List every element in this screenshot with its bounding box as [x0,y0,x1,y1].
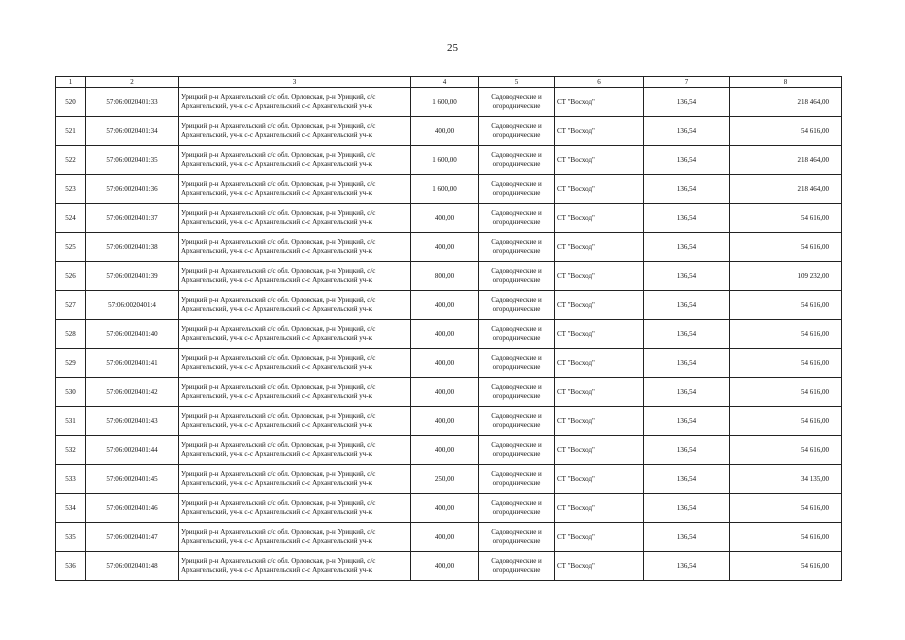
address-line: Архангельский, уч-к с-с Архангельский с-с Архангельский уч-к [181,131,373,139]
address-cell [179,233,411,262]
rate-cell: 136,54 [644,436,730,465]
address-line: Архангельский, уч-к с-с Архангельский с-с Архангельский уч-к [181,218,373,226]
land-use-line: огороднические [492,392,541,400]
row-number-cell: 532 [56,436,86,465]
cadastral-value-cell: 109 232,00 [730,262,842,291]
cadastral-number-cell: 57:06:0020401:33 [86,88,179,117]
cadastral-value-cell: 54 616,00 [730,494,842,523]
column-header: 3 [179,77,411,88]
cadastral-number-cell: 57:06:0020401:45 [86,465,179,494]
page-number: 25 [447,42,458,54]
organization-cell: СТ "Восход" [555,204,644,233]
column-header: 5 [479,77,555,88]
cadastral-value-cell: 54 616,00 [730,552,842,581]
row-number-cell: 529 [56,349,86,378]
row-number-cell: 524 [56,204,86,233]
area-cell: 1 600,00 [411,146,479,175]
land-use-cell [479,436,555,465]
address-line: Архангельский, уч-к с-с Архангельский с-с Архангельский уч-к [181,247,373,255]
area-cell: 250,00 [411,465,479,494]
address-line: Архангельский, уч-к с-с Архангельский с-с Архангельский уч-к [181,566,373,574]
land-registry-table [55,76,842,581]
area-cell: 400,00 [411,349,479,378]
land-use-line: огороднические [492,160,541,168]
row-number-cell: 528 [56,320,86,349]
organization-cell: СТ "Восход" [555,175,644,204]
table-row [56,378,842,407]
rate-cell: 136,54 [644,494,730,523]
address-cell [179,204,411,233]
address-line: Архангельский, уч-к с-с Архангельский с-с Архангельский уч-к [181,450,373,458]
land-use-line: Садоводческие и [491,528,542,536]
address-line: Архангельский, уч-к с-с Архангельский с-с Архангельский уч-к [181,334,373,342]
rate-cell: 136,54 [644,117,730,146]
land-use-line: огороднические [492,450,541,458]
row-number-cell: 535 [56,523,86,552]
area-cell: 1 600,00 [411,88,479,117]
cadastral-value-cell: 54 616,00 [730,204,842,233]
table-row [56,407,842,436]
area-cell: 400,00 [411,291,479,320]
address-cell [179,175,411,204]
land-use-line: огороднические [492,102,541,110]
land-use-line: Садоводческие и [491,470,542,478]
land-use-line: огороднические [492,479,541,487]
organization-cell: СТ "Восход" [555,88,644,117]
address-line: Архангельский, уч-к с-с Архангельский с-с Архангельский уч-к [181,479,373,487]
land-use-line: Садоводческие и [491,122,542,130]
cadastral-number-cell: 57:06:0020401:46 [86,494,179,523]
address-line: Урицкий р-н Архангельский с/с обл. Орловская, р-н Урицкий, с/с [181,325,376,333]
land-use-line: Садоводческие и [491,354,542,362]
cadastral-number-cell: 57:06:0020401:41 [86,349,179,378]
organization-cell: СТ "Восход" [555,552,644,581]
address-cell [179,349,411,378]
land-use-line: Садоводческие и [491,412,542,420]
column-header: 8 [730,77,842,88]
address-line: Урицкий р-н Архангельский с/с обл. Орловская, р-н Урицкий, с/с [181,296,376,304]
land-use-line: Садоводческие и [491,209,542,217]
organization-cell: СТ "Восход" [555,291,644,320]
land-use-line: огороднические [492,334,541,342]
cadastral-number-cell: 57:06:0020401:47 [86,523,179,552]
table-row [56,146,842,175]
rate-cell: 136,54 [644,523,730,552]
organization-cell: СТ "Восход" [555,117,644,146]
land-use-cell [479,320,555,349]
cadastral-number-cell: 57:06:0020401:48 [86,552,179,581]
area-cell: 400,00 [411,204,479,233]
cadastral-value-cell: 54 616,00 [730,407,842,436]
land-use-cell [479,175,555,204]
column-header: 7 [644,77,730,88]
area-cell: 1 600,00 [411,175,479,204]
area-cell: 400,00 [411,436,479,465]
land-use-cell [479,523,555,552]
table-row [56,175,842,204]
cadastral-number-cell: 57:06:0020401:44 [86,436,179,465]
land-use-cell [479,407,555,436]
address-line: Архангельский, уч-к с-с Архангельский с-с Архангельский уч-к [181,160,373,168]
land-use-cell [479,552,555,581]
table-row [56,117,842,146]
cadastral-number-cell: 57:06:0020401:4 [86,291,179,320]
cadastral-number-cell: 57:06:0020401:42 [86,378,179,407]
cadastral-value-cell: 218 464,00 [730,146,842,175]
address-line: Урицкий р-н Архангельский с/с обл. Орловская, р-н Урицкий, с/с [181,528,376,536]
cadastral-value-cell: 54 616,00 [730,349,842,378]
land-use-line: Садоводческие и [491,383,542,391]
address-line: Урицкий р-н Архангельский с/с обл. Орловская, р-н Урицкий, с/с [181,441,376,449]
table-row [56,465,842,494]
land-use-line: огороднические [492,421,541,429]
table-body [56,88,842,581]
cadastral-number-cell: 57:06:0020401:34 [86,117,179,146]
address-cell [179,88,411,117]
column-header: 1 [56,77,86,88]
address-cell [179,320,411,349]
table-row [56,349,842,378]
cadastral-value-cell: 54 616,00 [730,320,842,349]
address-line: Урицкий р-н Архангельский с/с обл. Орловская, р-н Урицкий, с/с [181,470,376,478]
area-cell: 400,00 [411,117,479,146]
land-use-line: огороднические [492,566,541,574]
row-number-cell: 527 [56,291,86,320]
address-line: Урицкий р-н Архангельский с/с обл. Орловская, р-н Урицкий, с/с [181,93,376,101]
address-cell [179,552,411,581]
address-line: Архангельский, уч-к с-с Архангельский с-с Архангельский уч-к [181,102,373,110]
table-row [56,262,842,291]
cadastral-number-cell: 57:06:0020401:37 [86,204,179,233]
address-line: Урицкий р-н Архангельский с/с обл. Орловская, р-н Урицкий, с/с [181,354,376,362]
rate-cell: 136,54 [644,88,730,117]
cadastral-value-cell: 218 464,00 [730,88,842,117]
table-row [56,320,842,349]
land-use-cell [479,88,555,117]
table-row [56,552,842,581]
land-use-line: Садоводческие и [491,180,542,188]
land-use-cell [479,349,555,378]
rate-cell: 136,54 [644,233,730,262]
address-cell [179,117,411,146]
area-cell: 400,00 [411,320,479,349]
row-number-cell: 531 [56,407,86,436]
organization-cell: СТ "Восход" [555,523,644,552]
rate-cell: 136,54 [644,291,730,320]
organization-cell: СТ "Восход" [555,378,644,407]
address-cell [179,378,411,407]
cadastral-value-cell: 54 616,00 [730,291,842,320]
land-use-line: Садоводческие и [491,93,542,101]
address-line: Архангельский, уч-к с-с Архангельский с-с Архангельский уч-к [181,276,373,284]
area-cell: 400,00 [411,523,479,552]
cadastral-number-cell: 57:06:0020401:38 [86,233,179,262]
land-use-line: огороднические [492,276,541,284]
address-cell [179,523,411,552]
address-line: Урицкий р-н Архангельский с/с обл. Орловская, р-н Урицкий, с/с [181,267,376,275]
column-header: 2 [86,77,179,88]
land-use-line: огороднические [492,363,541,371]
area-cell: 400,00 [411,552,479,581]
land-use-line: огороднические [492,508,541,516]
land-use-line: Садоводческие и [491,238,542,246]
cadastral-number-cell: 57:06:0020401:40 [86,320,179,349]
table-row [56,291,842,320]
cadastral-value-cell: 218 464,00 [730,175,842,204]
land-use-cell [479,262,555,291]
row-number-cell: 521 [56,117,86,146]
land-use-line: Садоводческие и [491,151,542,159]
land-use-line: Садоводческие и [491,267,542,275]
column-header: 6 [555,77,644,88]
land-use-line: огороднические [492,247,541,255]
row-number-cell: 525 [56,233,86,262]
land-use-cell [479,117,555,146]
row-number-cell: 523 [56,175,86,204]
organization-cell: СТ "Восход" [555,407,644,436]
land-use-line: огороднические [492,537,541,545]
table-row [56,233,842,262]
cadastral-value-cell: 54 616,00 [730,233,842,262]
rate-cell: 136,54 [644,320,730,349]
rate-cell: 136,54 [644,204,730,233]
area-cell: 400,00 [411,378,479,407]
table-row [56,88,842,117]
area-cell: 400,00 [411,494,479,523]
land-use-cell [479,465,555,494]
rate-cell: 136,54 [644,262,730,291]
organization-cell: СТ "Восход" [555,146,644,175]
organization-cell: СТ "Восход" [555,262,644,291]
cadastral-number-cell: 57:06:0020401:35 [86,146,179,175]
cadastral-value-cell: 34 135,00 [730,465,842,494]
cadastral-number-cell: 57:06:0020401:36 [86,175,179,204]
row-number-cell: 530 [56,378,86,407]
table-row [56,494,842,523]
rate-cell: 136,54 [644,378,730,407]
address-line: Архангельский, уч-к с-с Архангельский с-с Архангельский уч-к [181,508,373,516]
row-number-cell: 522 [56,146,86,175]
row-number-cell: 536 [56,552,86,581]
address-cell [179,465,411,494]
row-number-cell: 533 [56,465,86,494]
address-line: Урицкий р-н Архангельский с/с обл. Орловская, р-н Урицкий, с/с [181,557,376,565]
area-cell: 800,00 [411,262,479,291]
address-line: Урицкий р-н Архангельский с/с обл. Орловская, р-н Урицкий, с/с [181,238,376,246]
address-line: Архангельский, уч-к с-с Архангельский с-с Архангельский уч-к [181,392,373,400]
land-use-cell [479,494,555,523]
address-line: Урицкий р-н Архангельский с/с обл. Орловская, р-н Урицкий, с/с [181,499,376,507]
cadastral-value-cell: 54 616,00 [730,523,842,552]
address-cell [179,494,411,523]
organization-cell: СТ "Восход" [555,436,644,465]
cadastral-value-cell: 54 616,00 [730,378,842,407]
organization-cell: СТ "Восход" [555,349,644,378]
row-number-cell: 520 [56,88,86,117]
table-row [56,436,842,465]
land-use-line: Садоводческие и [491,441,542,449]
cadastral-number-cell: 57:06:0020401:39 [86,262,179,291]
land-use-line: огороднические [492,131,541,139]
table-row [56,523,842,552]
rate-cell: 136,54 [644,146,730,175]
address-line: Архангельский, уч-к с-с Архангельский с-с Архангельский уч-к [181,363,373,371]
address-line: Урицкий р-н Архангельский с/с обл. Орловская, р-н Урицкий, с/с [181,383,376,391]
address-line: Урицкий р-н Архангельский с/с обл. Орловская, р-н Урицкий, с/с [181,412,376,420]
row-number-cell: 534 [56,494,86,523]
land-use-line: огороднические [492,218,541,226]
land-use-line: Садоводческие и [491,296,542,304]
row-number-cell: 526 [56,262,86,291]
column-header: 4 [411,77,479,88]
table-row [56,204,842,233]
organization-cell: СТ "Восход" [555,320,644,349]
land-use-line: Садоводческие и [491,499,542,507]
land-use-line: огороднические [492,305,541,313]
address-line: Урицкий р-н Архангельский с/с обл. Орловская, р-н Урицкий, с/с [181,209,376,217]
address-line: Урицкий р-н Архангельский с/с обл. Орловская, р-н Урицкий, с/с [181,122,376,130]
cadastral-value-cell: 54 616,00 [730,117,842,146]
area-cell: 400,00 [411,233,479,262]
address-cell [179,291,411,320]
land-use-cell [479,146,555,175]
address-cell [179,262,411,291]
column-number-row [56,77,842,88]
cadastral-value-cell: 54 616,00 [730,436,842,465]
cadastral-number-cell: 57:06:0020401:43 [86,407,179,436]
address-line: Урицкий р-н Архангельский с/с обл. Орловская, р-н Урицкий, с/с [181,151,376,159]
address-cell [179,436,411,465]
land-use-cell [479,204,555,233]
address-cell [179,146,411,175]
rate-cell: 136,54 [644,407,730,436]
land-use-cell [479,291,555,320]
address-line: Архангельский, уч-к с-с Архангельский с-с Архангельский уч-к [181,537,373,545]
rate-cell: 136,54 [644,552,730,581]
address-cell [179,407,411,436]
address-line: Архангельский, уч-к с-с Архангельский с-с Архангельский уч-к [181,305,373,313]
area-cell: 400,00 [411,407,479,436]
land-use-cell [479,378,555,407]
address-line: Архангельский, уч-к с-с Архангельский с-с Архангельский уч-к [181,189,373,197]
organization-cell: СТ "Восход" [555,465,644,494]
address-line: Урицкий р-н Архангельский с/с обл. Орловская, р-н Урицкий, с/с [181,180,376,188]
rate-cell: 136,54 [644,175,730,204]
address-line: Архангельский, уч-к с-с Архангельский с-с Архангельский уч-к [181,421,373,429]
land-use-line: огороднические [492,189,541,197]
land-use-line: Садоводческие и [491,325,542,333]
land-use-line: Садоводческие и [491,557,542,565]
rate-cell: 136,54 [644,465,730,494]
organization-cell: СТ "Восход" [555,494,644,523]
rate-cell: 136,54 [644,349,730,378]
organization-cell: СТ "Восход" [555,233,644,262]
land-use-cell [479,233,555,262]
